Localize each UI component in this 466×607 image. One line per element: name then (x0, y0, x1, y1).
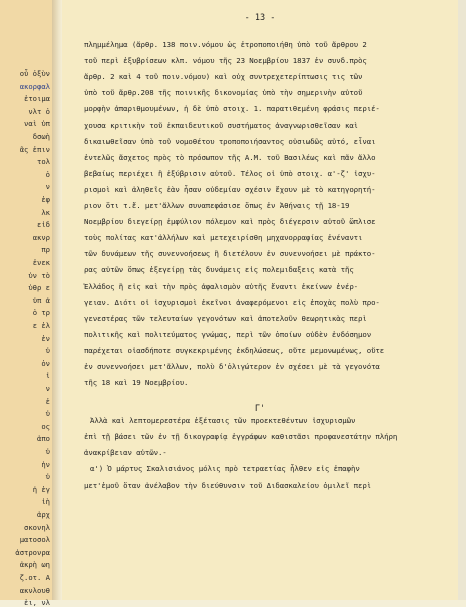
body-line: ρας αὐτῶν ὅπως ἐξεγείρῃ τὰς δυνάμεις εἰς πολεμιδαξεις κατὰ τῆς (84, 265, 354, 275)
left-page-line: ὁ τρ (32, 308, 50, 318)
left-page-line: λκ (41, 207, 50, 217)
left-page-line: ὑ (45, 472, 50, 482)
left-page-line: ἐνεκ (32, 258, 50, 267)
left-page-line: δσωὴ (32, 132, 50, 141)
left-page-line: ἐτοιμα (24, 94, 50, 104)
body-line: ἄρθρ. 2 καὶ 4 τοῦ ποιν.νόμου) καὶ οὐχ συντρεχετερίπτωσις τις τῶν (84, 72, 363, 82)
body-line: γειαν. Διότι οἱ ἰσχυρισμοὶ ἐκεῖνοι ἀναφερόμενοι εἰς ἐποχὰς πολὺ προ- (84, 297, 380, 307)
body-line: τῆς 18 καὶ 19 Νοεμβρίου. (84, 378, 189, 388)
body-line: τοῦ περὶ ἐξυβρίσεων κλπ. νόμου τῆς 23 Νοεμβρίου 1837 ἐν συνδ.πρὸς (84, 56, 367, 66)
body-line: τοὺς πολίτας κατ'ἀλλήλων καὶ μετεχειρίσθη μηχανορραφίας ἐνέναντι (84, 233, 363, 243)
left-page-line: ακορφαλ (19, 81, 50, 91)
left-page-line: ἀστρονρα (15, 547, 50, 557)
body-line: Νοεμβρίου διεγείρῃ ἐμφύλιον πόλεμον καὶ πρὸς διέγερσιν αὐτοῦ ὥπλισε (84, 217, 376, 227)
left-page-line: ὑ (45, 409, 50, 419)
left-page-line: ὑπ ἀ (32, 295, 50, 305)
body-line: τῶν δυνάμεων τῆς συνεννοήσεως ἢ διετέλουν ἐν συνεννοήσει μὲ πράκτο- (84, 249, 376, 259)
page-number: - 13 - (244, 13, 276, 23)
left-page-line: ν (45, 384, 50, 393)
left-page-line: ζ.οτ. Α (19, 573, 50, 582)
left-page-line: ἰὴ (41, 497, 50, 507)
body-line: παρέχεται οἱασδήποτε συγκεκριμένης ἐκδηλώσεως, οὔτε μεμονωμένως, οὔτε (84, 345, 385, 355)
left-page-line: ἡν (41, 459, 50, 469)
left-page-line: ος (41, 421, 50, 431)
document-page (62, 0, 458, 600)
left-page-line: πρ (41, 245, 50, 255)
left-page-line: οὖ ὀξὺν (19, 69, 50, 78)
left-page-line: ἡ ἐγ (32, 484, 50, 494)
body-line: ριον ὅτι τ.ἔ. μετ'ἄλλων συναπεφάσισε ὅπως ἐν Ἀθήναις τῇ 18-19 (84, 201, 350, 210)
left-page-line: ναὶ ὑπ (24, 119, 50, 129)
body-line: ρισμοὶ καὶ ἀληθεῖς ἐὰν ἦσαν οὐδεμίαν σχέσιν ἔχουν μὲ τὸ κατηγορητή- (84, 184, 376, 194)
left-page-line: ἀρχ (37, 510, 50, 519)
left-page-line: εἰδ (37, 220, 50, 230)
body-line: βεβαίως περιέχει ἢ ἐξύβρισιν αὐτοῦ. Τέλος οἱ ὑπὸ στοιχ. α'-ζ' ἰσχυ- (84, 168, 376, 178)
body-line: ἀνακρίβειαν αὐτῶν.- (84, 448, 167, 458)
scanner-edge (458, 0, 466, 600)
left-page-line: ν (45, 182, 50, 192)
left-page-line: ακνρ (32, 232, 50, 242)
left-page-line: ε ἐλ (32, 321, 50, 330)
left-page-line: ὑν τὸ (28, 270, 50, 280)
left-page-line: ὁ (45, 169, 50, 179)
left-page-line: ἰ (45, 371, 50, 381)
body-line: πολιτικῆς καὶ πολιτεύματος γνώμας, περὶ τῶν ὁποίων οὐδὲν ἐνδόσημον (84, 329, 372, 339)
left-page-line: ᾶς ἐπιν (19, 144, 50, 154)
body-line: Ἀλλὰ καὶ λεπτομερεστέρα ἐξέτασις τῶν προεκτεθέντων ἰσχυρισμῶν (90, 416, 356, 426)
body-line: ἐπὶ τῇ βάσει τῶν ἐν τῇ δικογραφίᾳ ἐγγράφων καθιστᾶσι προφανεστάτην πλήρη (84, 432, 398, 442)
body-line: πλημμέλημα (ἄρθρ. 138 ποιν.νόμου ὡς ἐτροποποιήθη ὑπὸ τοῦ ἄρθρου 2 (84, 40, 367, 49)
page-fold (52, 0, 62, 600)
body-line: χουσα κριτικὴν τοῦ ἐκπαιδευτικοῦ συστήματος ἀναγνωρισθεῖσαν καὶ (84, 120, 359, 130)
body-line: μορφὴν ἀπαριθμουμένων, ἡ δὲ ὑπὸ στοιχ. 1. παρατιθεμένη φράσις περιέ- (84, 104, 380, 114)
body-line: μετ'ἐμοῦ ὅταν ἀνέλαβον τὴν διεύθυνσιν τοῦ Διδασκαλείου ὁμιλεῖ περὶ (84, 480, 372, 490)
left-page-line: ακνλουθ (19, 585, 50, 595)
left-page-line: σκονηλ (24, 522, 50, 532)
left-page-line: ἀκρὴ ωη (19, 560, 50, 570)
section-mark: Γ' (254, 404, 266, 414)
left-page-line: ἐ (45, 396, 50, 406)
body-line: Ἑλλάδος ἢ εἰς καὶ τὴν πρὸς ἀφαλισμὸν αὐτῆς ἔναντι ἐκείνων ἐνέρ- (84, 281, 359, 291)
left-page-line: νλτ ὁ (28, 106, 50, 116)
left-page-line: ὑθρ ε (28, 283, 50, 293)
left-page-margin (0, 0, 53, 607)
body-line: ὑπὸ τοῦ ἄρθρ.208 τῆς ποινικῆς δικονομίας ὑπὸ τὴν σημερινὴν αὐτοῦ (84, 88, 363, 98)
left-page-line: ματοσολ (19, 535, 50, 545)
body-line: α') Ὁ μάρτυς Σκαλισιάνος μόλις πρὸ τετραετίας ἦλθεν εἰς ἐπαφὴν (90, 464, 360, 474)
left-page-line: τολ (37, 157, 50, 167)
left-page-line: ἐφ (41, 195, 50, 204)
body-line: ἐντελῶς ἄσχετος πρὸς τὸ πρόσωπον τῆς Α.Μ. τοῦ Βασιλέως καὶ πᾶν ἄλλο (84, 152, 376, 162)
left-page-line: ἀπο (37, 434, 50, 444)
left-page-line: ὑ (45, 447, 50, 456)
left-page-line: ἐν (41, 333, 50, 343)
body-line: δικαιωθεῖσαν ὑπὸ τοῦ νομοθέτου τροποποιήσαντος οὐσιωδῶς αὐτό, εἶναι (84, 136, 376, 146)
left-page-line: ὑ (45, 346, 50, 356)
left-page-line: ἑι, νλ (24, 598, 50, 607)
body-line: γενεστέρας τῶν τελευταίων γεγονότων καὶ ἀποτελοῦν θεωρητικὰς περὶ (84, 313, 367, 323)
left-page-line: ὁν (41, 358, 50, 368)
body-line: ἐν συνεννοήσει μετ'ἄλλων, πολὺ δ'ὀλιγώτερον ἐν σχέσει μὲ τὰ γεγονότα (84, 362, 380, 371)
